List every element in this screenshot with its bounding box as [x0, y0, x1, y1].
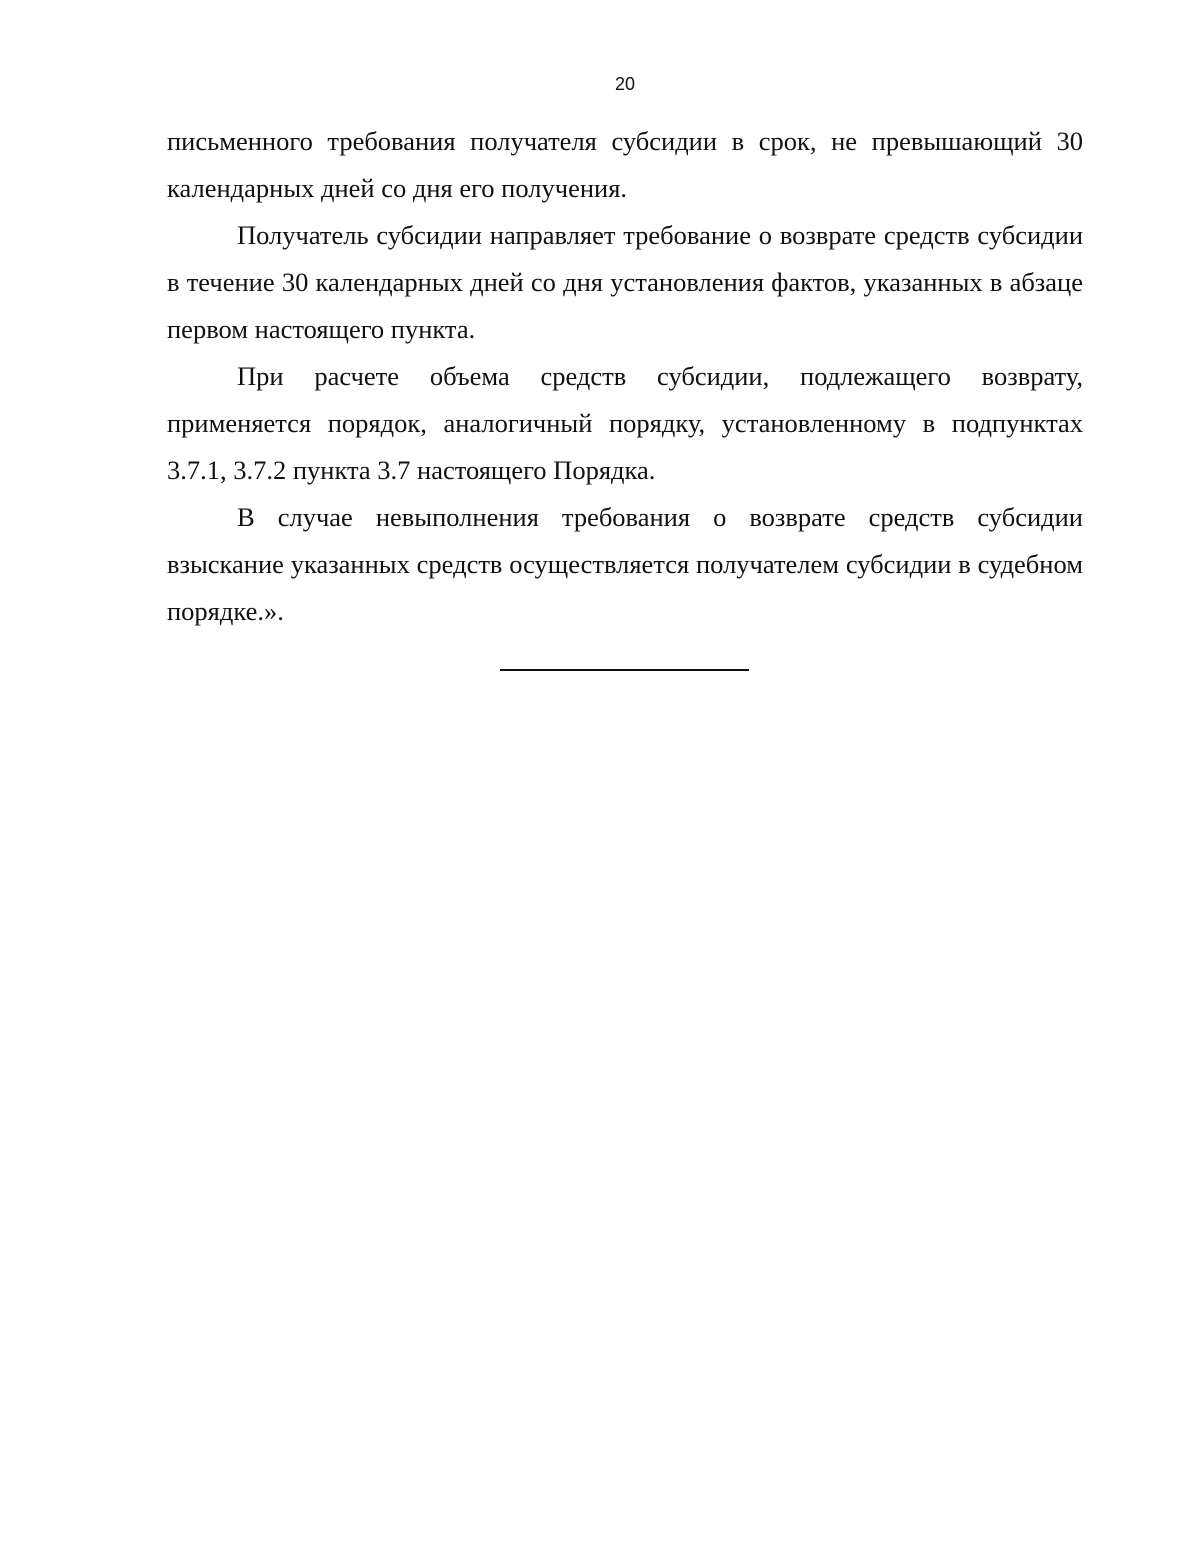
paragraph-continuation: письменного требования получателя субсидии в срок, не превышающий 30 календарных дней со дня его получения. — [167, 126, 1083, 203]
paragraph-recovery: В случае невыполнения требования о возврате средств субсидии взыскание указанных средств осуществляется получателем субсидии в судебном порядке.». — [167, 502, 1083, 626]
end-divider-line — [500, 669, 749, 671]
document-body — [167, 118, 1083, 635]
paragraph-calculation: При расчете объема средств субсидии, подлежащего возврату, применяется порядок, аналогичный порядку, установленному в подпунктах 3.7.1, 3.7.2 пункта 3.7 настоящего Порядка. — [167, 361, 1083, 485]
page-number: 20 — [614, 74, 636, 94]
paragraph-return-request: Получатель субсидии направляет требование о возврате средств субсидии в течение 30 календарных дней со дня установления фактов, указанных в абзаце первом настоящего пункта. — [167, 220, 1083, 344]
